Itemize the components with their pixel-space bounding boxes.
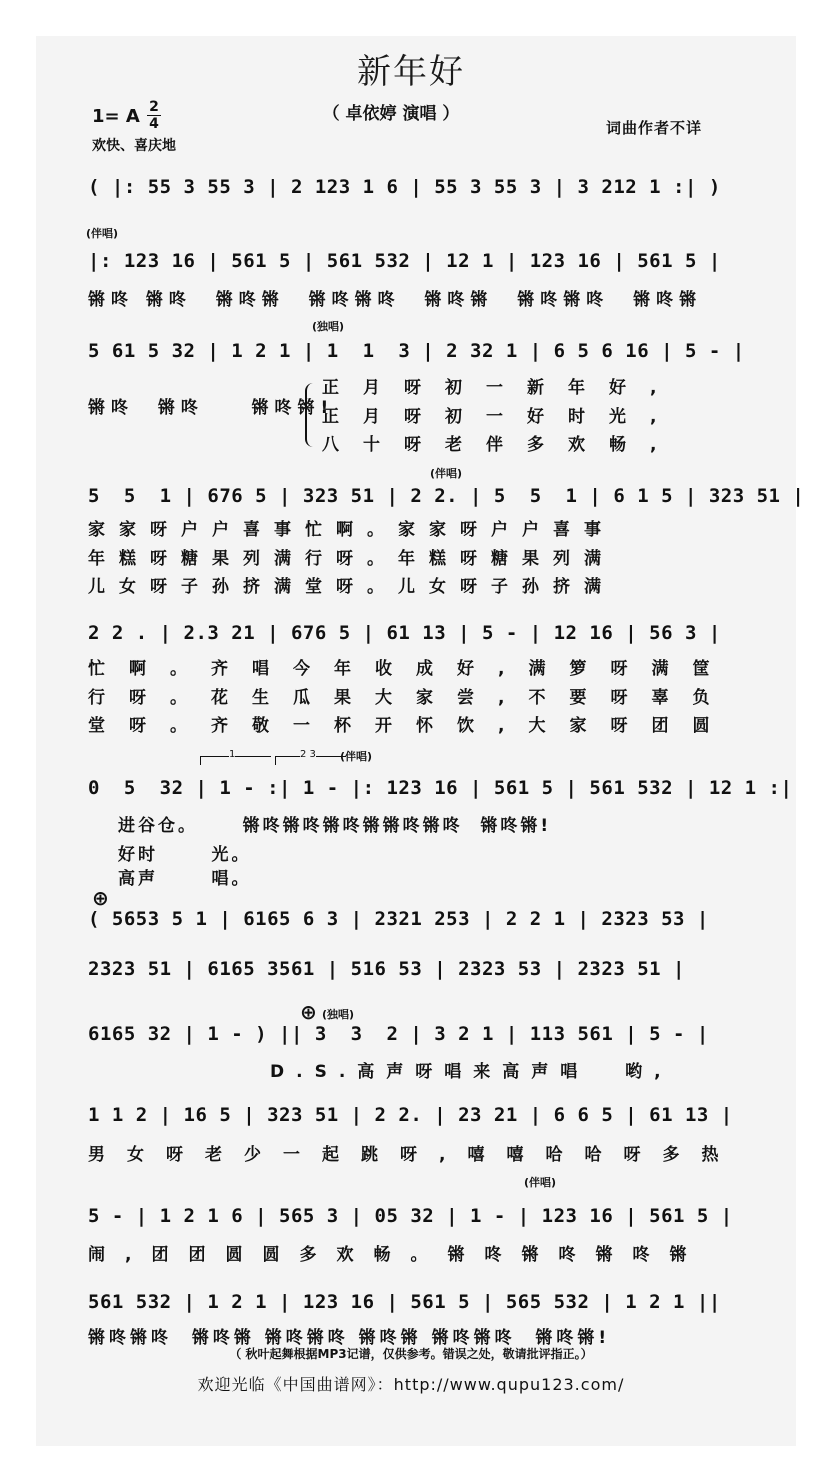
notation-row-8: 2323 51 | 6165 3561 | 516 53 | 2323 53 | 2323 51 | — [88, 958, 685, 980]
score-page — [36, 36, 805, 1446]
song-title: 新年好 — [357, 52, 465, 92]
notation-row-2: |: 123 16 | 561 5 | 561 532 | 12 1 | 123 16 | 561 5 | — [88, 250, 721, 272]
lyric-row-3: 锵咚 锵咚 锵咚锵! — [88, 398, 335, 418]
solo-label: (独唱) — [312, 320, 345, 333]
lyric-row-9: D.S.高声呀唱来高声唱 哟, — [270, 1062, 673, 1082]
lyric-row-5-v1: 忙啊。齐唱今年收成好,满箩呀满筐 — [88, 659, 734, 679]
verse-3-line-1: 八十呀老伴多欢畅, — [322, 435, 681, 455]
accompany-label: (伴唱) — [430, 467, 463, 480]
notation-row-11: 5 - | 1 2 1 6 | 565 3 | 05 32 | 1 - | 123 16 | 561 5 | — [88, 1205, 733, 1227]
tempo-marking: 欢快、喜庆地 — [92, 138, 176, 154]
volta-23 — [275, 749, 346, 765]
accompany-label: (伴唱) — [86, 227, 119, 240]
solo-label: (独唱) — [322, 1008, 355, 1021]
lyric-row-6-v2: 好时 光。 — [118, 845, 252, 865]
lyric-row-6-v3: 高声 唱。 — [118, 869, 252, 889]
lyric-row-2: 锵咚 锵咚 锵咚锵 锵咚锵咚 锵咚锵 锵咚锵咚 锵咚锵 — [88, 290, 703, 310]
footer-note: （ 秋叶起舞根据MP3记谱，仅供参考。错误之处，敬请批评指正。） — [229, 1347, 593, 1361]
notation-row-1: ( |: 55 3 55 3 | 2 123 1 6 | 55 3 55 3 | 3 212 1 :| ) — [88, 176, 721, 198]
meter-top: 2 — [149, 99, 159, 115]
composer-credit: 词曲作者不详 — [606, 119, 703, 137]
notation-row-10: 1 1 2 | 16 5 | 323 51 | 2 2. | 23 21 | 6 6 5 | 61 13 | — [88, 1104, 733, 1126]
lyric-row-6-v1: 进谷仓。 锵咚锵咚锵咚锵锵咚锵咚 锵咚锵! — [118, 816, 552, 836]
lyric-row-12: 锵咚锵咚 锵咚锵 锵咚锵咚 锵咚锵 锵咚锵咚 锵咚锵! — [88, 1328, 611, 1348]
lyric-row-5-v2: 行呀。花生瓜果大家尝,不要呀辜负 — [88, 688, 734, 708]
coda-symbol: ⊕ — [300, 1000, 317, 1024]
key-signature: 1= A — [92, 106, 140, 127]
verse-brace — [305, 383, 317, 447]
notation-row-9: 6165 32 | 1 - ) || 3 3 2 | 3 2 1 | 113 561 | 5 - | — [88, 1023, 709, 1045]
notation-row-12: 561 532 | 1 2 1 | 123 16 | 561 5 | 565 532 | 1 2 1 || — [88, 1291, 721, 1313]
verse-1-line-1: 正月呀初一新年好, — [322, 378, 681, 398]
lyric-row-4-v1: 家家呀户户喜事忙啊。家家呀户户喜事 — [88, 520, 615, 540]
notation-row-4: 5 5 1 | 676 5 | 323 51 | 2 2. | 5 5 1 | 6 1 5 | 323 51 | — [88, 485, 805, 507]
lyric-row-4-v3: 儿女呀子孙挤满堂呀。儿女呀子孙挤满 — [88, 577, 615, 597]
singer-credit: （ 卓依婷 演唱 ） — [322, 104, 460, 124]
lyric-row-11: 闹,团团圆圆多欢畅。锵咚锵咚锵咚锵 — [88, 1245, 707, 1265]
meter-bottom: 4 — [147, 115, 161, 132]
footer-link: 欢迎光临《中国曲谱网》：http://www.qupu123.com/ — [197, 1375, 625, 1394]
lyric-row-4-v2: 年糕呀糖果列满行呀。年糕呀糖果列满 — [88, 549, 615, 569]
volta-23-label: 2 3 — [300, 749, 316, 760]
lyric-row-10: 男女呀老少一起跳呀,嘻嘻哈哈呀多热 — [88, 1145, 741, 1165]
accompany-label: (伴唱) — [340, 750, 373, 763]
volta-1-label: 1 — [229, 749, 236, 760]
verse-2-line-1: 正月呀初一好时光, — [322, 407, 681, 427]
coda-symbol: ⊕ — [92, 886, 109, 910]
lyric-row-5-v3: 堂呀。齐敬一杯开怀饮,大家呀团圆 — [88, 716, 734, 736]
accompany-label: (伴唱) — [524, 1176, 557, 1189]
notation-row-7: ( 5653 5 1 | 6165 6 3 | 2321 253 | 2 2 1 | 2323 53 | — [88, 908, 709, 930]
volta-1 — [200, 749, 271, 765]
notation-row-5: 2 2 . | 2.3 21 | 676 5 | 61 13 | 5 - | 12 16 | 56 3 | — [88, 622, 721, 644]
time-signature — [147, 99, 161, 132]
notation-row-3: 5 61 5 32 | 1 2 1 | 1 1 3 | 2 32 1 | 6 5 6 16 | 5 - | — [88, 340, 745, 362]
notation-row-6: 0 5 32 | 1 - :| 1 - |: 123 16 | 561 5 | 561 532 | 12 1 :| — [88, 777, 793, 799]
